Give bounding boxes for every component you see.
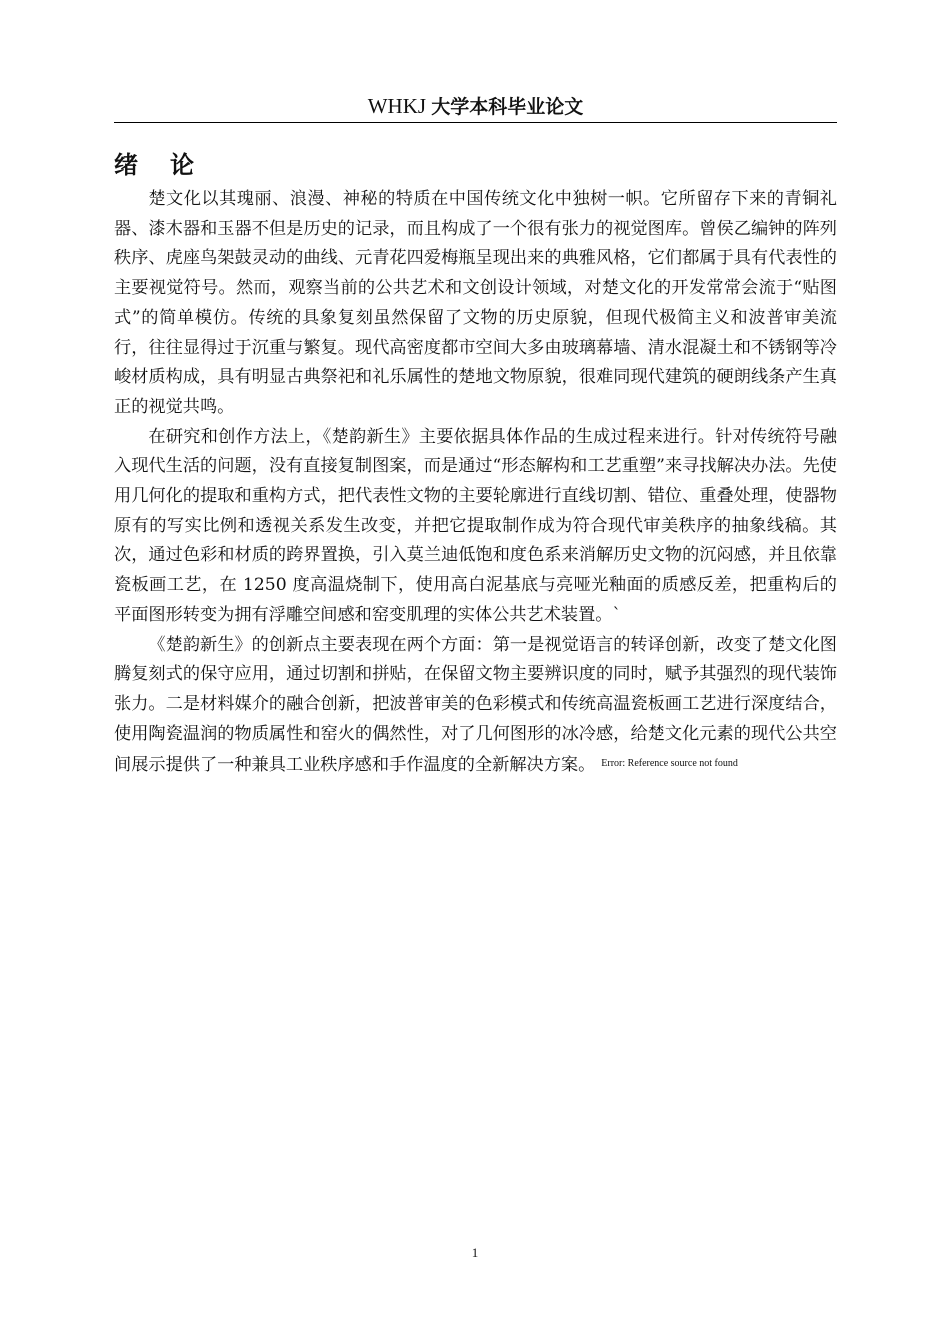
reference-error-note: Error: Reference source not found <box>601 758 738 770</box>
paragraph-3 <box>114 631 837 782</box>
header-rule <box>114 122 837 123</box>
page-number: 1 <box>471 1245 479 1260</box>
paragraph-2: 在研究和创作方法上，《楚韵新生》主要依据具体作品的生成过程来进行。针对传统符号融入现代生活的问题，没有直接复制图案，而是通过“形态解构和工艺重塑”来寻找解决办法。先使用几何化的提取和重构方式，把代表性文物的主要轮廓进行直线切割、错位、重叠处理，使器物原有的写实比例和透视关系发生改变，并把它提取制作成为符合现代审美秩序的抽象线稿。其次，通过色彩和材质的跨界置换，引入莫兰迪低饱和度色系来消解历史文物的沉闷感，并且依靠瓷板画工艺，在 1250 度高温烧制下，使用高白泥基底与亮哑光釉面的质感反差，把重构后的平面图形转变为拥有浮雕空间感和窑变肌理的实体公共艺术装置。` <box>114 426 837 625</box>
body-text <box>114 185 837 781</box>
paragraph-1: 楚文化以其瑰丽、浪漫、神秘的特质在中国传统文化中独树一帜。它所留存下来的青铜礼器、漆木器和玉器不但是历史的记录，而且构成了一个很有张力的视觉图库。曾侯乙编钟的阵列秩序、虎座鸟架鼓灵动的曲线、元青花四爱梅瓶呈现出来的典雅风格，它们都属于具有代表性的主要视觉符号。然而，观察当前的公共艺术和文创设计领域，对楚文化的开发常常会流于“贴图式”的简单模仿。传统的具象复刻虽然保留了文物的历史原貌，但现代极简主义和波普审美流行，往往显得过于沉重与繁复。现代高密度都市空间大多由玻璃幕墙、清水混凝土和不锈钢等冷峻材质构成，具有明显古典祭祀和礼乐属性的楚地文物原貌，很难同现代建筑的硬朗线条产生真正的视觉共鸣。 <box>114 189 837 417</box>
header-latin: WHKJ <box>367 94 427 118</box>
header-cn: 大学本科毕业论文 <box>431 96 584 118</box>
running-header <box>114 90 837 122</box>
section-title: 绪论 <box>114 151 226 179</box>
paragraph-3-text: 《楚韵新生》的创新点主要表现在两个方面：第一是视觉语言的转译创新，改变了楚文化图腾复刻式的保守应用，通过切割和拼贴，在保留文物主要辨识度的同时，赋予其强烈的现代装饰张力。二是材料媒介的融合创新，把波普审美的色彩模式和传统高温瓷板画工艺进行深度结合，使用陶瓷温润的物质属性和窑火的偶然性，对了几何图形的冰冷感，给楚文化元素的现代公共空间展示提供了一种兼具工业秩序感和手作温度的全新解决方案。 <box>114 634 837 776</box>
